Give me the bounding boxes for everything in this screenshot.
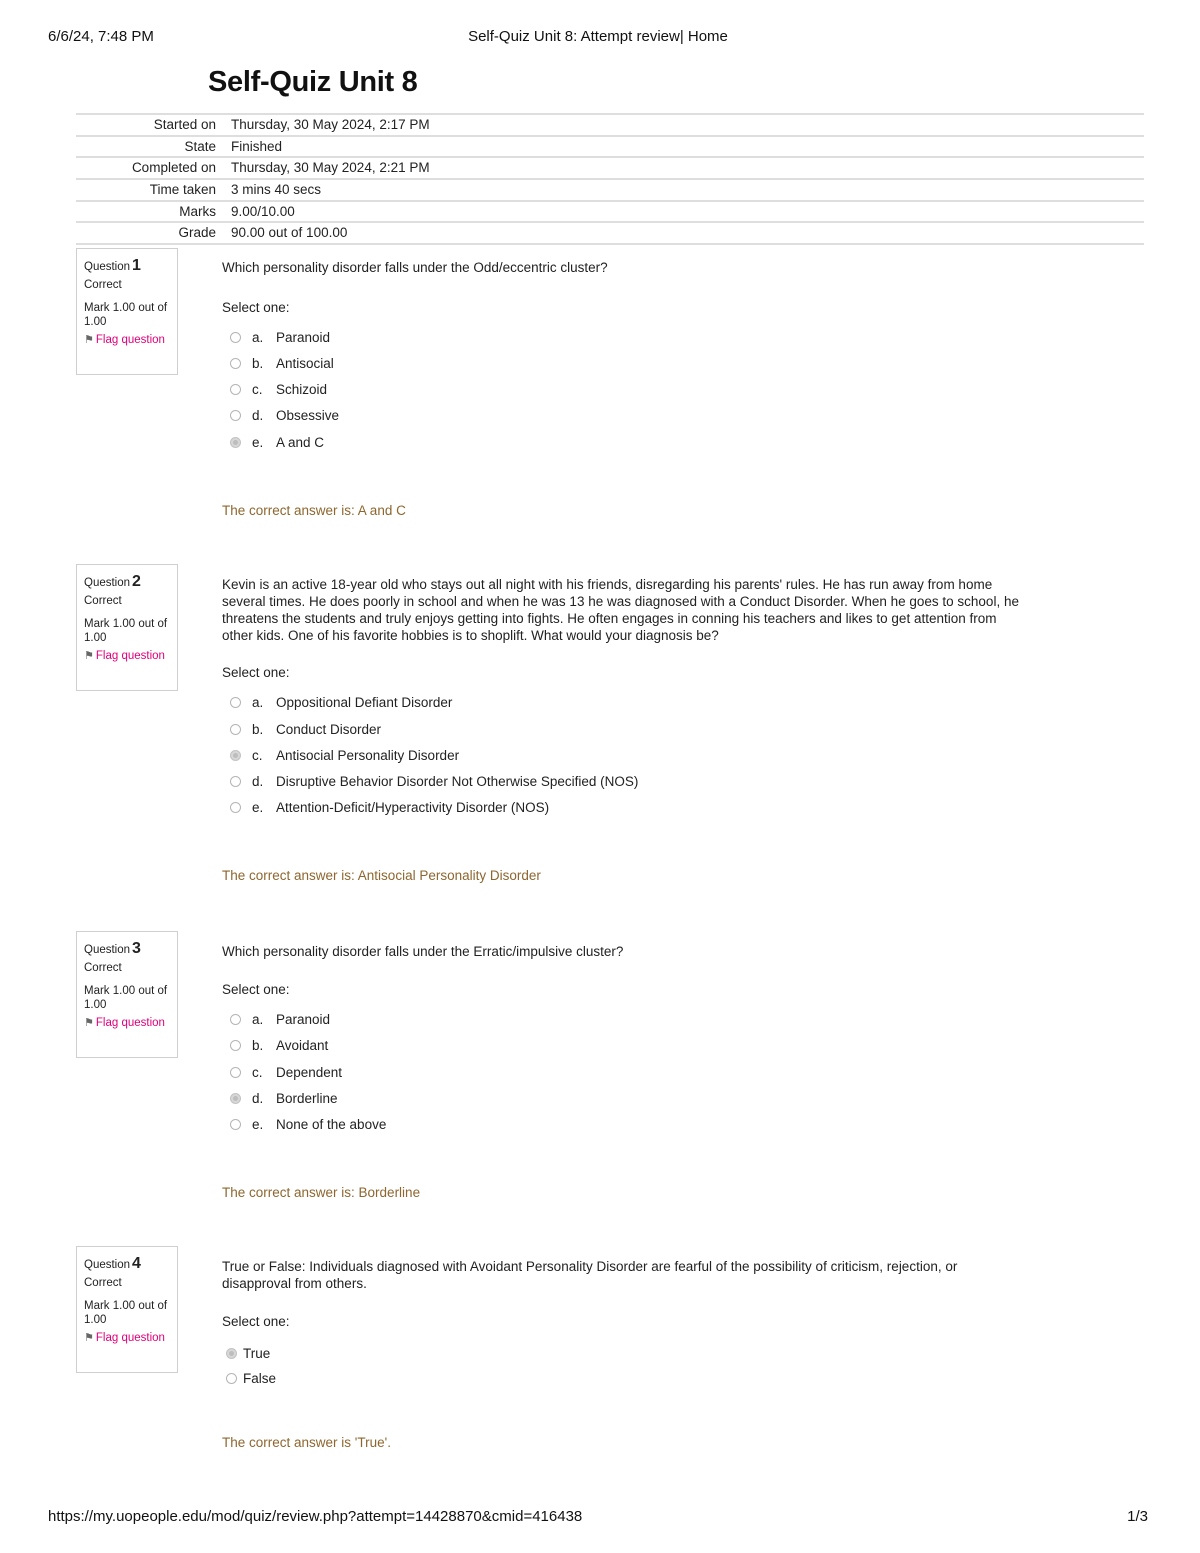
- radio-button[interactable]: [230, 776, 241, 787]
- answer-option[interactable]: e. None of the above: [230, 1114, 386, 1134]
- flag-question-link[interactable]: ⚑ Flag question: [84, 650, 165, 662]
- right-answer-feedback: The correct answer is: Antisocial Personality Disorder: [222, 868, 541, 883]
- question-info-box: [76, 1246, 178, 1373]
- answer-option[interactable]: d. Disruptive Behavior Disorder Not Otherwise Specified (NOS): [230, 771, 638, 791]
- summary-row-completed: [76, 156, 1144, 178]
- flag-icon: ⚑: [84, 334, 94, 346]
- question-text: Which personality disorder falls under the Odd/eccentric cluster?: [222, 260, 608, 275]
- select-one-prompt: Select one:: [222, 982, 290, 997]
- radio-button[interactable]: [230, 1119, 241, 1130]
- question-info-box: [76, 931, 178, 1058]
- flag-question-link[interactable]: ⚑ Flag question: [84, 1332, 165, 1344]
- select-one-prompt: Select one:: [222, 1314, 290, 1329]
- radio-button[interactable]: [230, 358, 241, 369]
- question-text: Kevin is an active 18-year old who stays out all night with his friends, disregarding his parents' rules. He has run away from home several times. He does poorly in school and when he was 13 he was diagnosed with a Conduct Disorder. When he goes to school, he threatens the students and truly enjoys getting into fights. He often engages in conning his teachers and likes to get attention from other kids. One of his favorite hobbies is to shoplift. What would your diagnosis be?: [222, 577, 1019, 643]
- answer-option[interactable]: b. Antisocial: [230, 353, 334, 373]
- flag-question-link[interactable]: ⚑ Flag question: [84, 1017, 165, 1029]
- answer-option[interactable]: e. A and C: [230, 432, 324, 452]
- radio-button-selected[interactable]: [230, 437, 241, 448]
- summary-value: 3 mins 40 secs: [231, 182, 322, 198]
- question-grade: Mark 1.00 out of 1.00: [84, 618, 168, 644]
- right-answer-feedback: The correct answer is 'True'.: [222, 1435, 391, 1450]
- summary-row-state: [76, 135, 1144, 157]
- question-info-box: [76, 564, 178, 691]
- radio-button[interactable]: [226, 1373, 237, 1384]
- flag-icon: ⚑: [84, 1017, 94, 1029]
- flag-icon: ⚑: [84, 650, 94, 662]
- summary-value: 90.00 out of 100.00: [231, 225, 348, 241]
- answer-option[interactable]: a. Oppositional Defiant Disorder: [230, 692, 452, 712]
- question-state: Correct: [84, 1277, 122, 1289]
- question-number: Question 4: [84, 1255, 141, 1272]
- answer-option[interactable]: a. Paranoid: [230, 327, 330, 347]
- question-state: Correct: [84, 595, 122, 607]
- select-one-prompt: Select one:: [222, 665, 290, 680]
- radio-button[interactable]: [230, 1040, 241, 1051]
- question-number: Question 2: [84, 573, 141, 590]
- question-text: True or False: Individuals diagnosed with Avoidant Personality Disorder are fearful of the possibility of criticism, rejection, or disapproval from others.: [222, 1259, 958, 1291]
- radio-button-selected[interactable]: [230, 1093, 241, 1104]
- summary-row-grade: [76, 221, 1144, 245]
- flag-icon: ⚑: [84, 1332, 94, 1344]
- radio-button-selected[interactable]: [226, 1348, 237, 1359]
- summary-value: 9.00/10.00: [231, 203, 295, 219]
- attempt-summary-table: [76, 113, 1144, 245]
- right-answer-feedback: The correct answer is: Borderline: [222, 1185, 421, 1200]
- question-text: Which personality disorder falls under the Erratic/impulsive cluster?: [222, 944, 624, 959]
- summary-row-time-taken: [76, 178, 1144, 200]
- print-document-title: Self-Quiz Unit 8: Attempt review| Home: [468, 28, 728, 45]
- right-answer-feedback: The correct answer is: A and C: [222, 503, 406, 518]
- answer-option[interactable]: d. Borderline: [230, 1088, 338, 1108]
- radio-button[interactable]: [230, 802, 241, 813]
- question-info-box: [76, 248, 178, 375]
- question-state: Correct: [84, 279, 122, 291]
- print-date: 6/6/24, 7:48 PM: [48, 28, 154, 45]
- answer-option[interactable]: b. Conduct Disorder: [230, 719, 381, 739]
- answer-option-false[interactable]: False: [226, 1368, 276, 1388]
- page-number: 1/3: [1127, 1508, 1148, 1525]
- question-state: Correct: [84, 962, 122, 974]
- flag-question-link[interactable]: ⚑ Flag question: [84, 334, 165, 346]
- summary-value: Thursday, 30 May 2024, 2:17 PM: [231, 117, 430, 132]
- answer-option[interactable]: d. Obsessive: [230, 405, 339, 425]
- question-grade: Mark 1.00 out of 1.00: [84, 1300, 168, 1326]
- print-footer: [48, 1508, 1148, 1528]
- print-header: [48, 28, 1148, 48]
- radio-button[interactable]: [230, 1067, 241, 1078]
- summary-value: Thursday, 30 May 2024, 2:21 PM: [231, 160, 430, 176]
- question-number: Question 3: [84, 940, 141, 957]
- summary-label: Grade: [178, 225, 216, 241]
- print-url: https://my.uopeople.edu/mod/quiz/review.php?attempt=14428870&cmid=416438: [48, 1508, 583, 1525]
- answer-option[interactable]: e. Attention-Deficit/Hyperactivity Disorder (NOS): [230, 797, 549, 817]
- answer-option[interactable]: a. Paranoid: [230, 1009, 330, 1029]
- radio-button[interactable]: [230, 384, 241, 395]
- answer-option[interactable]: c. Antisocial Personality Disorder: [230, 745, 459, 765]
- radio-button[interactable]: [230, 697, 241, 708]
- summary-label: Completed on: [131, 160, 216, 176]
- summary-label: Started on: [153, 117, 216, 132]
- select-one-prompt: Select one:: [222, 300, 290, 315]
- question-grade: Mark 1.00 out of 1.00: [84, 985, 168, 1011]
- summary-label: Time taken: [149, 182, 216, 198]
- summary-row-marks: [76, 200, 1144, 222]
- radio-button-selected[interactable]: [230, 750, 241, 761]
- question-number: Question 1: [84, 257, 141, 274]
- radio-button[interactable]: [230, 332, 241, 343]
- answer-option[interactable]: c. Dependent: [230, 1062, 342, 1082]
- radio-button[interactable]: [230, 1014, 241, 1025]
- answer-option[interactable]: b. Avoidant: [230, 1035, 328, 1055]
- answer-option-true[interactable]: True: [226, 1343, 270, 1363]
- radio-button[interactable]: [230, 410, 241, 421]
- summary-value: Finished: [231, 138, 283, 154]
- radio-button[interactable]: [230, 724, 241, 735]
- page-title: Self-Quiz Unit 8: [208, 66, 418, 98]
- summary-row-started: [76, 113, 1144, 135]
- summary-label: Marks: [179, 203, 216, 219]
- summary-label: State: [184, 138, 216, 154]
- answer-option[interactable]: c. Schizoid: [230, 379, 327, 399]
- question-grade: Mark 1.00 out of 1.00: [84, 302, 168, 328]
